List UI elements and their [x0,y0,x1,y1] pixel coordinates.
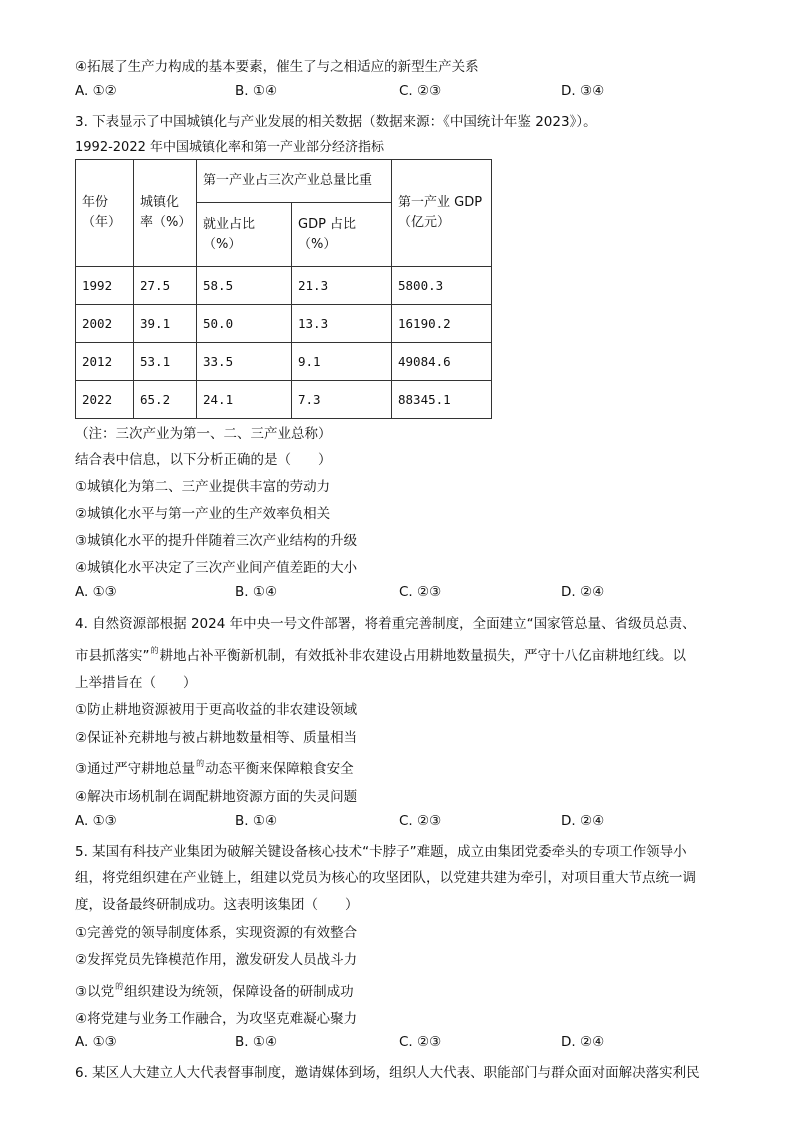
q4-stem-line-3: 上举措旨在（ ） [75,675,197,691]
cell-urban: 39.1 [134,305,197,343]
q5-choice-d[interactable]: D. ②④ [561,1034,605,1050]
cell-urban: 27.5 [134,267,197,305]
q4-choices [75,813,725,831]
q3-choice-c[interactable]: C. ②③ [399,584,442,600]
q3-choices [75,584,725,602]
q2-choices [75,83,725,101]
q3-choice-d[interactable]: D. ②④ [561,584,605,600]
q4-choice-c[interactable]: C. ②③ [399,813,442,829]
q4-stem-line-2-a: 市县抓落实” [75,648,150,664]
q4-option-3 [75,757,354,777]
q3-data-table [75,159,492,419]
q3-stem: 3. 下表显示了中国城镇化与产业发展的相关数据（数据来源：《中国统计年鉴 2023》）。 [75,114,597,130]
q2-option-4: ④拓展了生产力构成的基本要素，催生了与之相适应的新型生产关系 [75,59,479,75]
cell-primary-gdp: 16190.2 [392,305,492,343]
q3-table-title: 1992-2022 年中国城镇化率和第一产业部分经济指标 [75,140,384,155]
cell-employment: 58.5 [197,267,292,305]
cell-gdp-share: 9.1 [292,343,392,381]
cell-gdp-share: 21.3 [292,267,392,305]
q4-choice-b[interactable]: B. ①④ [235,813,278,829]
cell-year: 2022 [76,381,134,419]
q5-option-2: ②发挥党员先锋模范作用，激发研发人员战斗力 [75,952,358,968]
q6-stem-line-1: 6. 某区人大建立人大代表督事制度，邀请媒体到场，组织人大代表、职能部门与群众面对面解决落实利民 [75,1065,700,1081]
q3-note: （注：三次产业为第一、二、三产业总称） [75,426,332,442]
q3-question: 结合表中信息，以下分析正确的是（ ） [75,452,332,468]
cell-primary-gdp: 5800.3 [392,267,492,305]
header-primary-share: 第一产业占三次产业总量比重 [197,160,392,203]
q4-option-3-a: ③通过严守耕地总量 [75,761,196,777]
q5-option-3-a: ③以党 [75,984,115,1000]
q5-choice-a[interactable]: A. ①③ [75,1034,117,1050]
q5-option-3-b: 组织建设为统领，保障设备的研制成功 [124,984,354,1000]
q5-choices [75,1034,725,1052]
q4-choice-d[interactable]: D. ②④ [561,813,605,829]
q5-choice-b[interactable]: B. ①④ [235,1034,278,1050]
q2-choice-b[interactable]: B. ①④ [235,83,278,99]
q3-option-3: ③城镇化水平的提升伴随着三次产业结构的升级 [75,533,358,549]
table-row [76,381,492,419]
q4-option-4: ④解决市场机制在调配耕地资源方面的失灵问题 [75,789,358,805]
q2-choice-d[interactable]: D. ③④ [561,83,605,99]
q5-option-3-sup: 的 [115,982,124,991]
q5-stem-line-3: 度，设备最终研制成功。这表明该集团（ ） [75,897,359,913]
q5-option-3 [75,980,354,1000]
cell-primary-gdp: 88345.1 [392,381,492,419]
q4-stem-line-2-sup: 的 [150,646,159,655]
q4-option-2: ②保证补充耕地与被占耕地数量相等、质量相当 [75,730,358,746]
table-row [76,305,492,343]
q3-option-2: ②城镇化水平与第一产业的生产效率负相关 [75,506,331,522]
header-employment-share: 就业占比（%） [197,203,292,267]
q2-choice-c[interactable]: C. ②③ [399,83,442,99]
table-row [76,267,492,305]
q3-option-1: ①城镇化为第二、三产业提供丰富的劳动力 [75,479,331,495]
q5-stem-line-1: 5. 某国有科技产业集团为破解关键设备核心技术“卡脖子”难题，成立由集团党委牵头的专项工作领导小 [75,844,687,860]
cell-urban: 53.1 [134,343,197,381]
q4-option-3-b: 动态平衡来保障粮食安全 [205,761,354,777]
q3-choice-a[interactable]: A. ①③ [75,584,117,600]
q4-stem-line-2-b: 耕地占补平衡新机制，有效抵补非农建设占用耕地数量损失，严守十八亿亩耕地红线。以 [159,648,686,664]
q4-option-1: ①防止耕地资源被用于更高收益的非农建设领域 [75,702,358,718]
table-row [76,343,492,381]
cell-year: 2002 [76,305,134,343]
q4-stem-line-1: 4. 自然资源部根据 2024 年中央一号文件部署，将着重完善制度，全面建立“国家管总量、省级员总责、 [75,616,696,632]
q4-option-3-sup: 的 [196,759,205,768]
cell-primary-gdp: 49084.6 [392,343,492,381]
cell-gdp-share: 7.3 [292,381,392,419]
header-year: 年份（年） [76,160,134,267]
cell-urban: 65.2 [134,381,197,419]
q5-stem-line-2: 组，将党组织建在产业链上，组建以党员为核心的攻坚团队，以党建共建为牵引，对项目重大节点统一调 [75,870,696,886]
q5-option-1: ①完善党的领导制度体系，实现资源的有效整合 [75,925,358,941]
q4-stem-line-2 [75,644,686,664]
header-gdp-share: GDP 占比（%） [292,203,392,267]
q5-choice-c[interactable]: C. ②③ [399,1034,442,1050]
cell-employment: 50.0 [197,305,292,343]
cell-year: 1992 [76,267,134,305]
cell-gdp-share: 13.3 [292,305,392,343]
q4-choice-a[interactable]: A. ①③ [75,813,117,829]
cell-employment: 24.1 [197,381,292,419]
cell-employment: 33.5 [197,343,292,381]
header-urbanization-rate: 城镇化率（%） [134,160,197,267]
q3-option-4: ④城镇化水平决定了三次产业间产值差距的大小 [75,560,358,576]
cell-year: 2012 [76,343,134,381]
q2-choice-a[interactable]: A. ①② [75,83,117,99]
q3-choice-b[interactable]: B. ①④ [235,584,278,600]
q5-option-4: ④将党建与业务工作融合，为攻坚克难凝心聚力 [75,1011,358,1027]
header-primary-gdp: 第一产业 GDP（亿元） [392,160,492,267]
